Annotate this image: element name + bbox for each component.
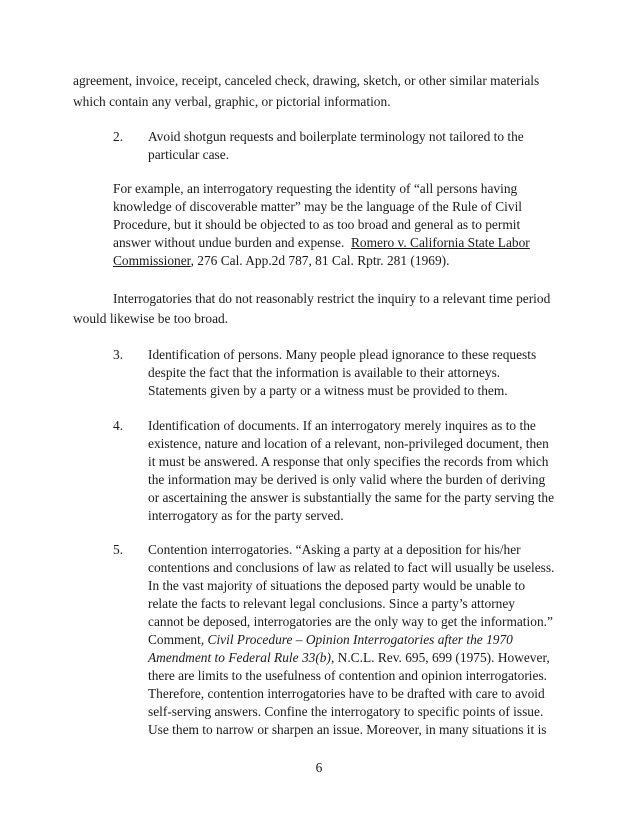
article-title: Amendment to Federal Rule 33(b) — [148, 650, 331, 665]
text-line: which contain any verbal, graphic, or pictorial information. — [73, 94, 391, 109]
text-line: would likewise be too broad. — [73, 311, 229, 326]
text-line: interrogatory as for the party served. — [148, 508, 344, 523]
text-line: Therefore, contention interrogatories have to be drafted with care to avoid — [148, 686, 545, 701]
text-line — [113, 252, 449, 270]
text-line: self-serving answers. Confine the interrogatory to specific points of issue. — [148, 704, 544, 719]
text-span: , 276 Cal. App.2d 787, 81 Cal. Rptr. 281 (1969). — [190, 253, 450, 268]
text-line: despite the fact that the information is available to their attorneys. — [148, 365, 501, 380]
text-line: Interrogatories that do not reasonably restrict the inquiry to a relevant time period — [113, 291, 551, 306]
text-span: answer without undue burden and expense. — [113, 235, 345, 250]
case-citation: Commissioner — [113, 253, 191, 268]
text-line: Procedure, but it should be objected to as too broad and general as to permit — [113, 217, 521, 232]
text-line: Statements given by a party or a witness must be provided to them. — [148, 383, 508, 398]
text-line: Identification of persons. Many people plead ignorance to these requests — [148, 347, 537, 362]
text-span: , N.C.L. Rev. 695, 699 (1975). However, — [330, 650, 550, 665]
list-number: 2. — [113, 129, 124, 144]
text-line: Use them to narrow or sharpen an issue. Moreover, in many situations it is — [148, 722, 547, 737]
case-citation: Romero v. California State Labor — [351, 235, 530, 250]
text-line: Contention interrogatories. “Asking a party at a deposition for his/her — [148, 542, 521, 557]
list-number: 3. — [113, 347, 124, 362]
article-title: Civil Procedure – Opinion Interrogatories after the 1970 — [207, 632, 513, 647]
text-line: Identification of documents. If an interrogatory merely inquires as to the — [148, 418, 536, 433]
text-line — [148, 649, 550, 667]
text-line: knowledge of discoverable matter” may be the language of the Rule of Civil — [113, 199, 523, 214]
page-number: 6 — [315, 760, 323, 775]
text-line: particular case. — [148, 147, 230, 162]
text-line: contentions and conclusions of law as related to fact will usually be useless. — [148, 560, 555, 575]
text-line: Avoid shotgun requests and boilerplate terminology not tailored to the — [148, 129, 524, 144]
text-line: the information may be derived is only valid where the burden of deriving — [148, 472, 546, 487]
text-line: existence, nature and location of a relevant, non-privileged document, then — [148, 436, 549, 451]
text-line: For example, an interrogatory requesting the identity of “all persons having — [113, 181, 518, 196]
text-line — [113, 234, 530, 252]
text-span: Comment, — [148, 632, 208, 647]
text-line: there are limits to the usefulness of contention and opinion interrogatories. — [148, 668, 548, 683]
list-number: 4. — [113, 418, 124, 433]
text-line: In the vast majority of situations the deposed party would be unable to — [148, 578, 526, 593]
text-line: relate the facts to relevant legal conclusions. Since a party’s attorney — [148, 596, 515, 611]
text-line: or ascertaining the answer is substantially the same for the party serving the — [148, 490, 555, 505]
text-line: cannot be deposed, interrogatories are the only way to get the information.” — [148, 614, 553, 629]
list-number: 5. — [113, 542, 124, 557]
text-line: agreement, invoice, receipt, canceled check, drawing, sketch, or other similar materials — [73, 73, 540, 88]
text-line: it must be answered. A response that only specifies the records from which — [148, 454, 549, 469]
text-line — [148, 631, 513, 649]
